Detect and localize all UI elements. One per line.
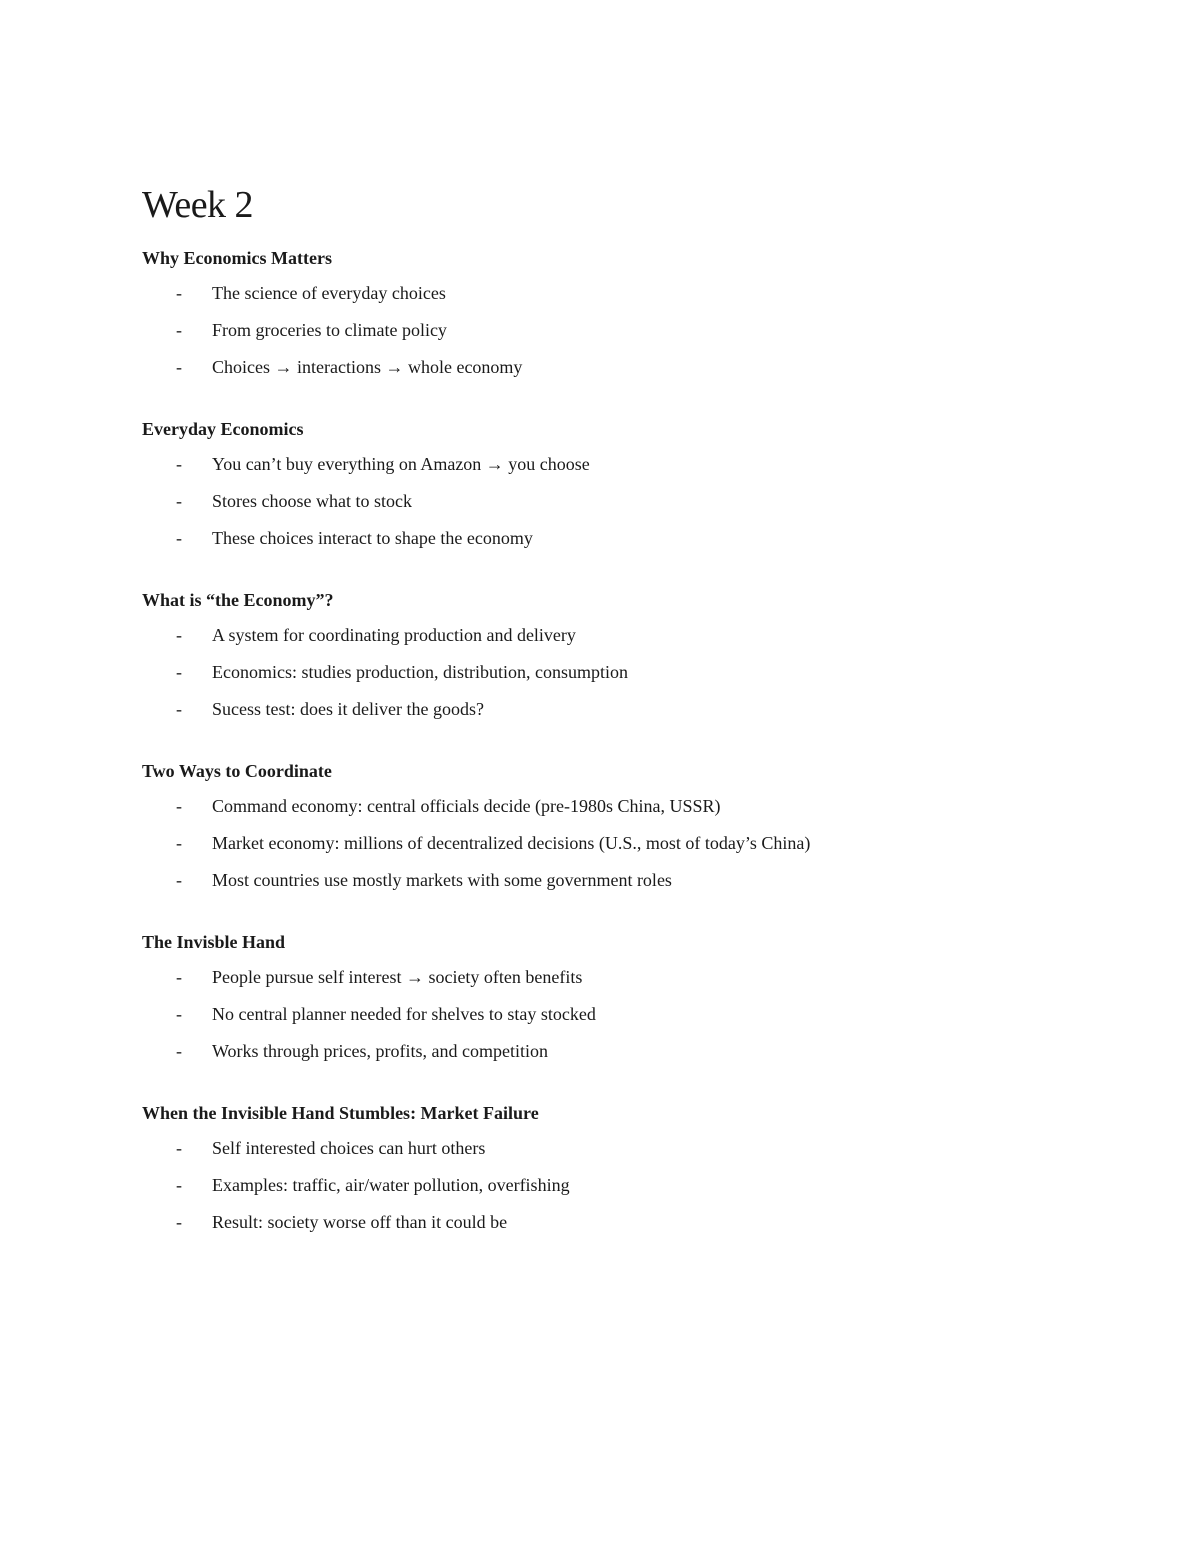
list-item <box>142 355 1102 379</box>
list-item-text: Economics: studies production, distribution, consumption <box>212 662 628 682</box>
list-item-text: The science of everyday choices <box>212 283 446 303</box>
list-item <box>142 868 1102 892</box>
bullet-dash: - <box>176 283 182 303</box>
bullet-dash: - <box>176 699 182 719</box>
bullet-dash: - <box>176 1138 182 1158</box>
list-item <box>142 794 1102 818</box>
section-everyday-economics <box>142 417 1102 550</box>
section-heading: The Invisble Hand <box>142 932 286 952</box>
list-item <box>142 660 1102 684</box>
bullet-list <box>142 623 1102 721</box>
section-what-is-the-economy <box>142 588 1102 721</box>
list-item-text: Result: society worse off than it could be <box>212 1212 508 1232</box>
bullet-list <box>142 1136 1102 1234</box>
page-title: Week 2 <box>142 184 254 226</box>
list-item-text: Self interested choices can hurt others <box>212 1138 486 1158</box>
bullet-dash: - <box>176 967 182 987</box>
list-item <box>142 489 1102 513</box>
list-item-text: These choices interact to shape the economy <box>212 528 533 548</box>
bullet-list <box>142 965 1102 1063</box>
list-item <box>142 452 1102 476</box>
list-item <box>142 318 1102 342</box>
document-page <box>142 182 1102 1272</box>
list-item-text: Market economy: millions of decentralized decisions (U.S., most of today’s China) <box>212 833 811 853</box>
list-item <box>142 526 1102 550</box>
bullet-dash: - <box>176 357 182 377</box>
bullet-dash: - <box>176 320 182 340</box>
bullet-dash: - <box>176 796 182 816</box>
list-item-text: A system for coordinating production and delivery <box>212 625 576 645</box>
bullet-list <box>142 452 1102 550</box>
list-item-text: From groceries to climate policy <box>212 320 447 340</box>
bullet-dash: - <box>176 1041 182 1061</box>
list-item <box>142 965 1102 989</box>
list-item-text: Most countries use mostly markets with some government roles <box>212 870 672 890</box>
bullet-dash: - <box>176 491 182 511</box>
list-item-text: Sucess test: does it deliver the goods? <box>212 699 484 719</box>
section-why-economics-matters <box>142 246 1102 379</box>
section-the-invisible-hand <box>142 930 1102 1063</box>
bullet-dash: - <box>176 870 182 890</box>
section-heading: Why Economics Matters <box>142 248 332 268</box>
list-item-text: Choices → interactions → whole economy <box>212 357 523 377</box>
list-item <box>142 623 1102 647</box>
section-two-ways-to-coordinate <box>142 759 1102 892</box>
section-heading: When the Invisible Hand Stumbles: Market Failure <box>142 1103 539 1123</box>
list-item-text: Examples: traffic, air/water pollution, overfishing <box>212 1175 570 1195</box>
list-item <box>142 281 1102 305</box>
bullet-dash: - <box>176 1004 182 1024</box>
bullet-dash: - <box>176 833 182 853</box>
list-item <box>142 1002 1102 1026</box>
list-item-text: People pursue self interest → society often benefits <box>212 967 583 987</box>
list-item-text: Command economy: central officials decide (pre-1980s China, USSR) <box>212 796 721 816</box>
bullet-dash: - <box>176 454 182 474</box>
list-item-text: Works through prices, profits, and competition <box>212 1041 548 1061</box>
list-item <box>142 831 1102 855</box>
section-heading: What is “the Economy”? <box>142 590 334 610</box>
list-item-text: You can’t buy everything on Amazon → you choose <box>212 454 590 474</box>
list-item <box>142 697 1102 721</box>
list-item <box>142 1173 1102 1197</box>
section-heading: Everyday Economics <box>142 419 304 439</box>
bullet-dash: - <box>176 1212 182 1232</box>
bullet-list <box>142 281 1102 379</box>
bullet-list <box>142 794 1102 892</box>
section-heading: Two Ways to Coordinate <box>142 761 332 781</box>
list-item <box>142 1210 1102 1234</box>
bullet-dash: - <box>176 625 182 645</box>
bullet-dash: - <box>176 528 182 548</box>
list-item <box>142 1039 1102 1063</box>
bullet-dash: - <box>176 662 182 682</box>
list-item-text: Stores choose what to stock <box>212 491 412 511</box>
list-item-text: No central planner needed for shelves to stay stocked <box>212 1004 596 1024</box>
list-item <box>142 1136 1102 1160</box>
section-market-failure <box>142 1101 1102 1234</box>
bullet-dash: - <box>176 1175 182 1195</box>
